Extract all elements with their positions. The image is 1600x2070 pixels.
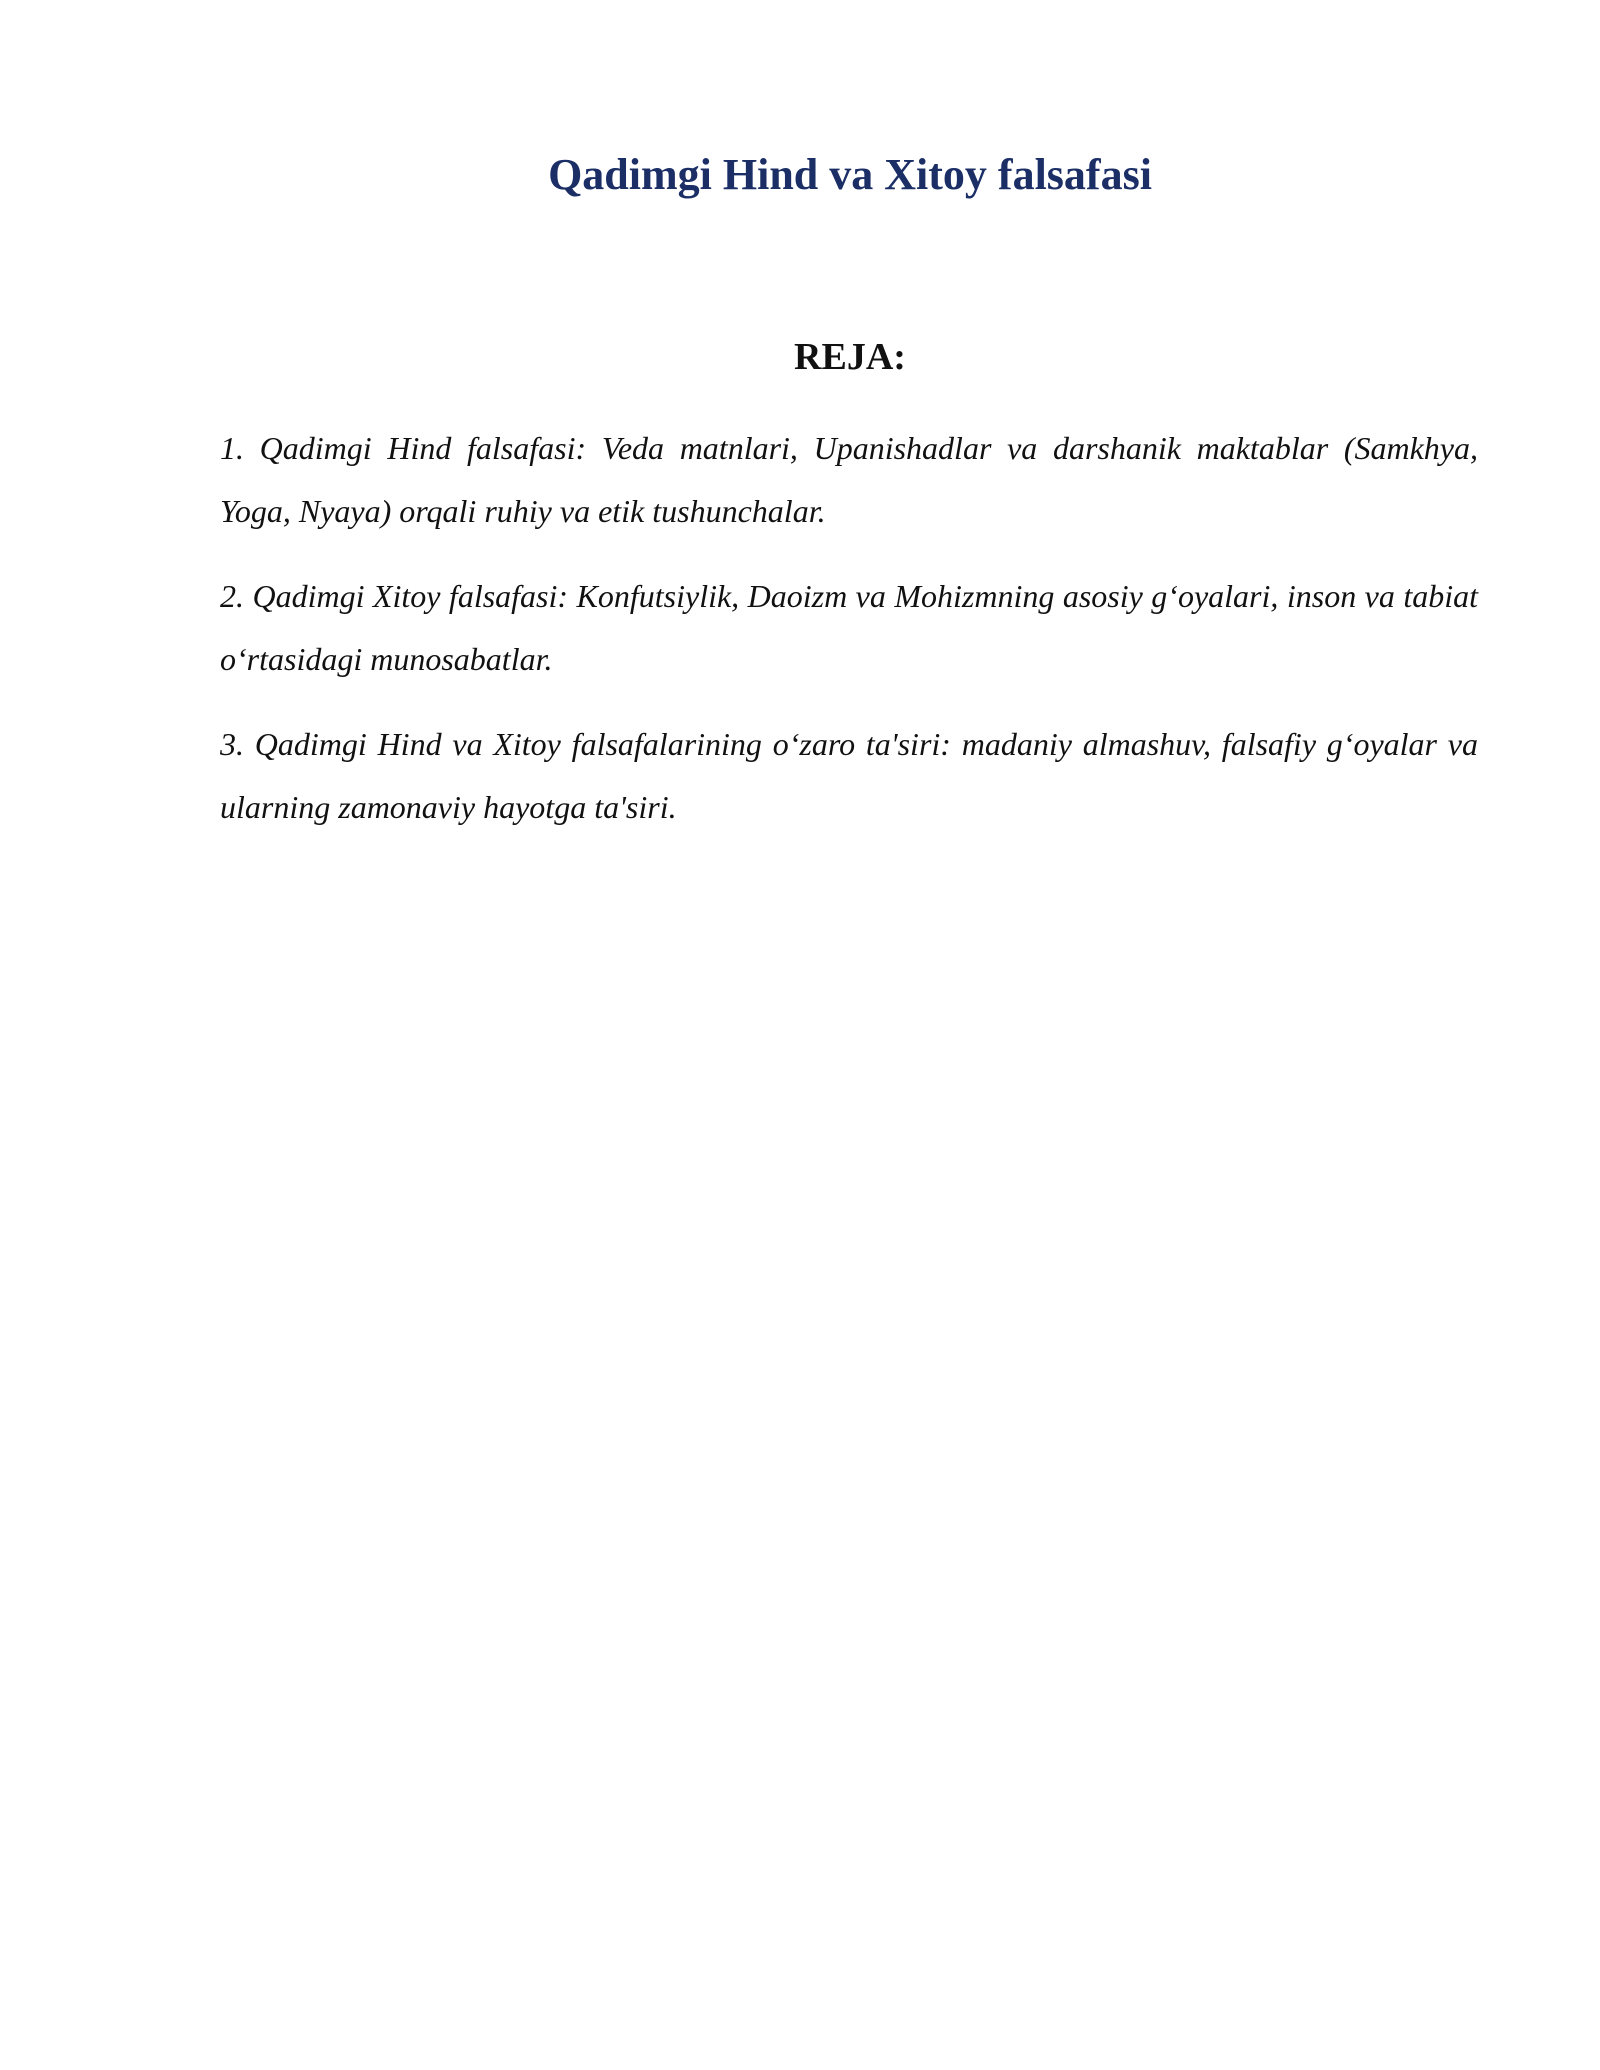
plan-item-2: 2. Qadimgi Xitoy falsafasi: Konfutsiylik, Daoizm va Mohizmning asosiy g‘oyalari, inson va tabiat o‘rtasidagi munosabatlar. [220, 578, 1478, 677]
plan-heading: REJA: [794, 336, 906, 378]
document-title: Qadimgi Hind va Xitoy falsafasi [548, 150, 1152, 199]
plan-list [220, 417, 1478, 861]
plan-item-1: 1. Qadimgi Hind falsafasi: Veda matnlari, Upanishadlar va darshanik maktablar (Samkhya, Yoga, Nyaya) orqali ruhiy va etik tushunchalar. [220, 430, 1478, 529]
plan-item-3: 3. Qadimgi Hind va Xitoy falsafalarining o‘zaro ta'siri: madaniy almashuv, falsafiy g‘oyalar va ularning zamonaviy hayotga ta'siri. [220, 726, 1478, 825]
